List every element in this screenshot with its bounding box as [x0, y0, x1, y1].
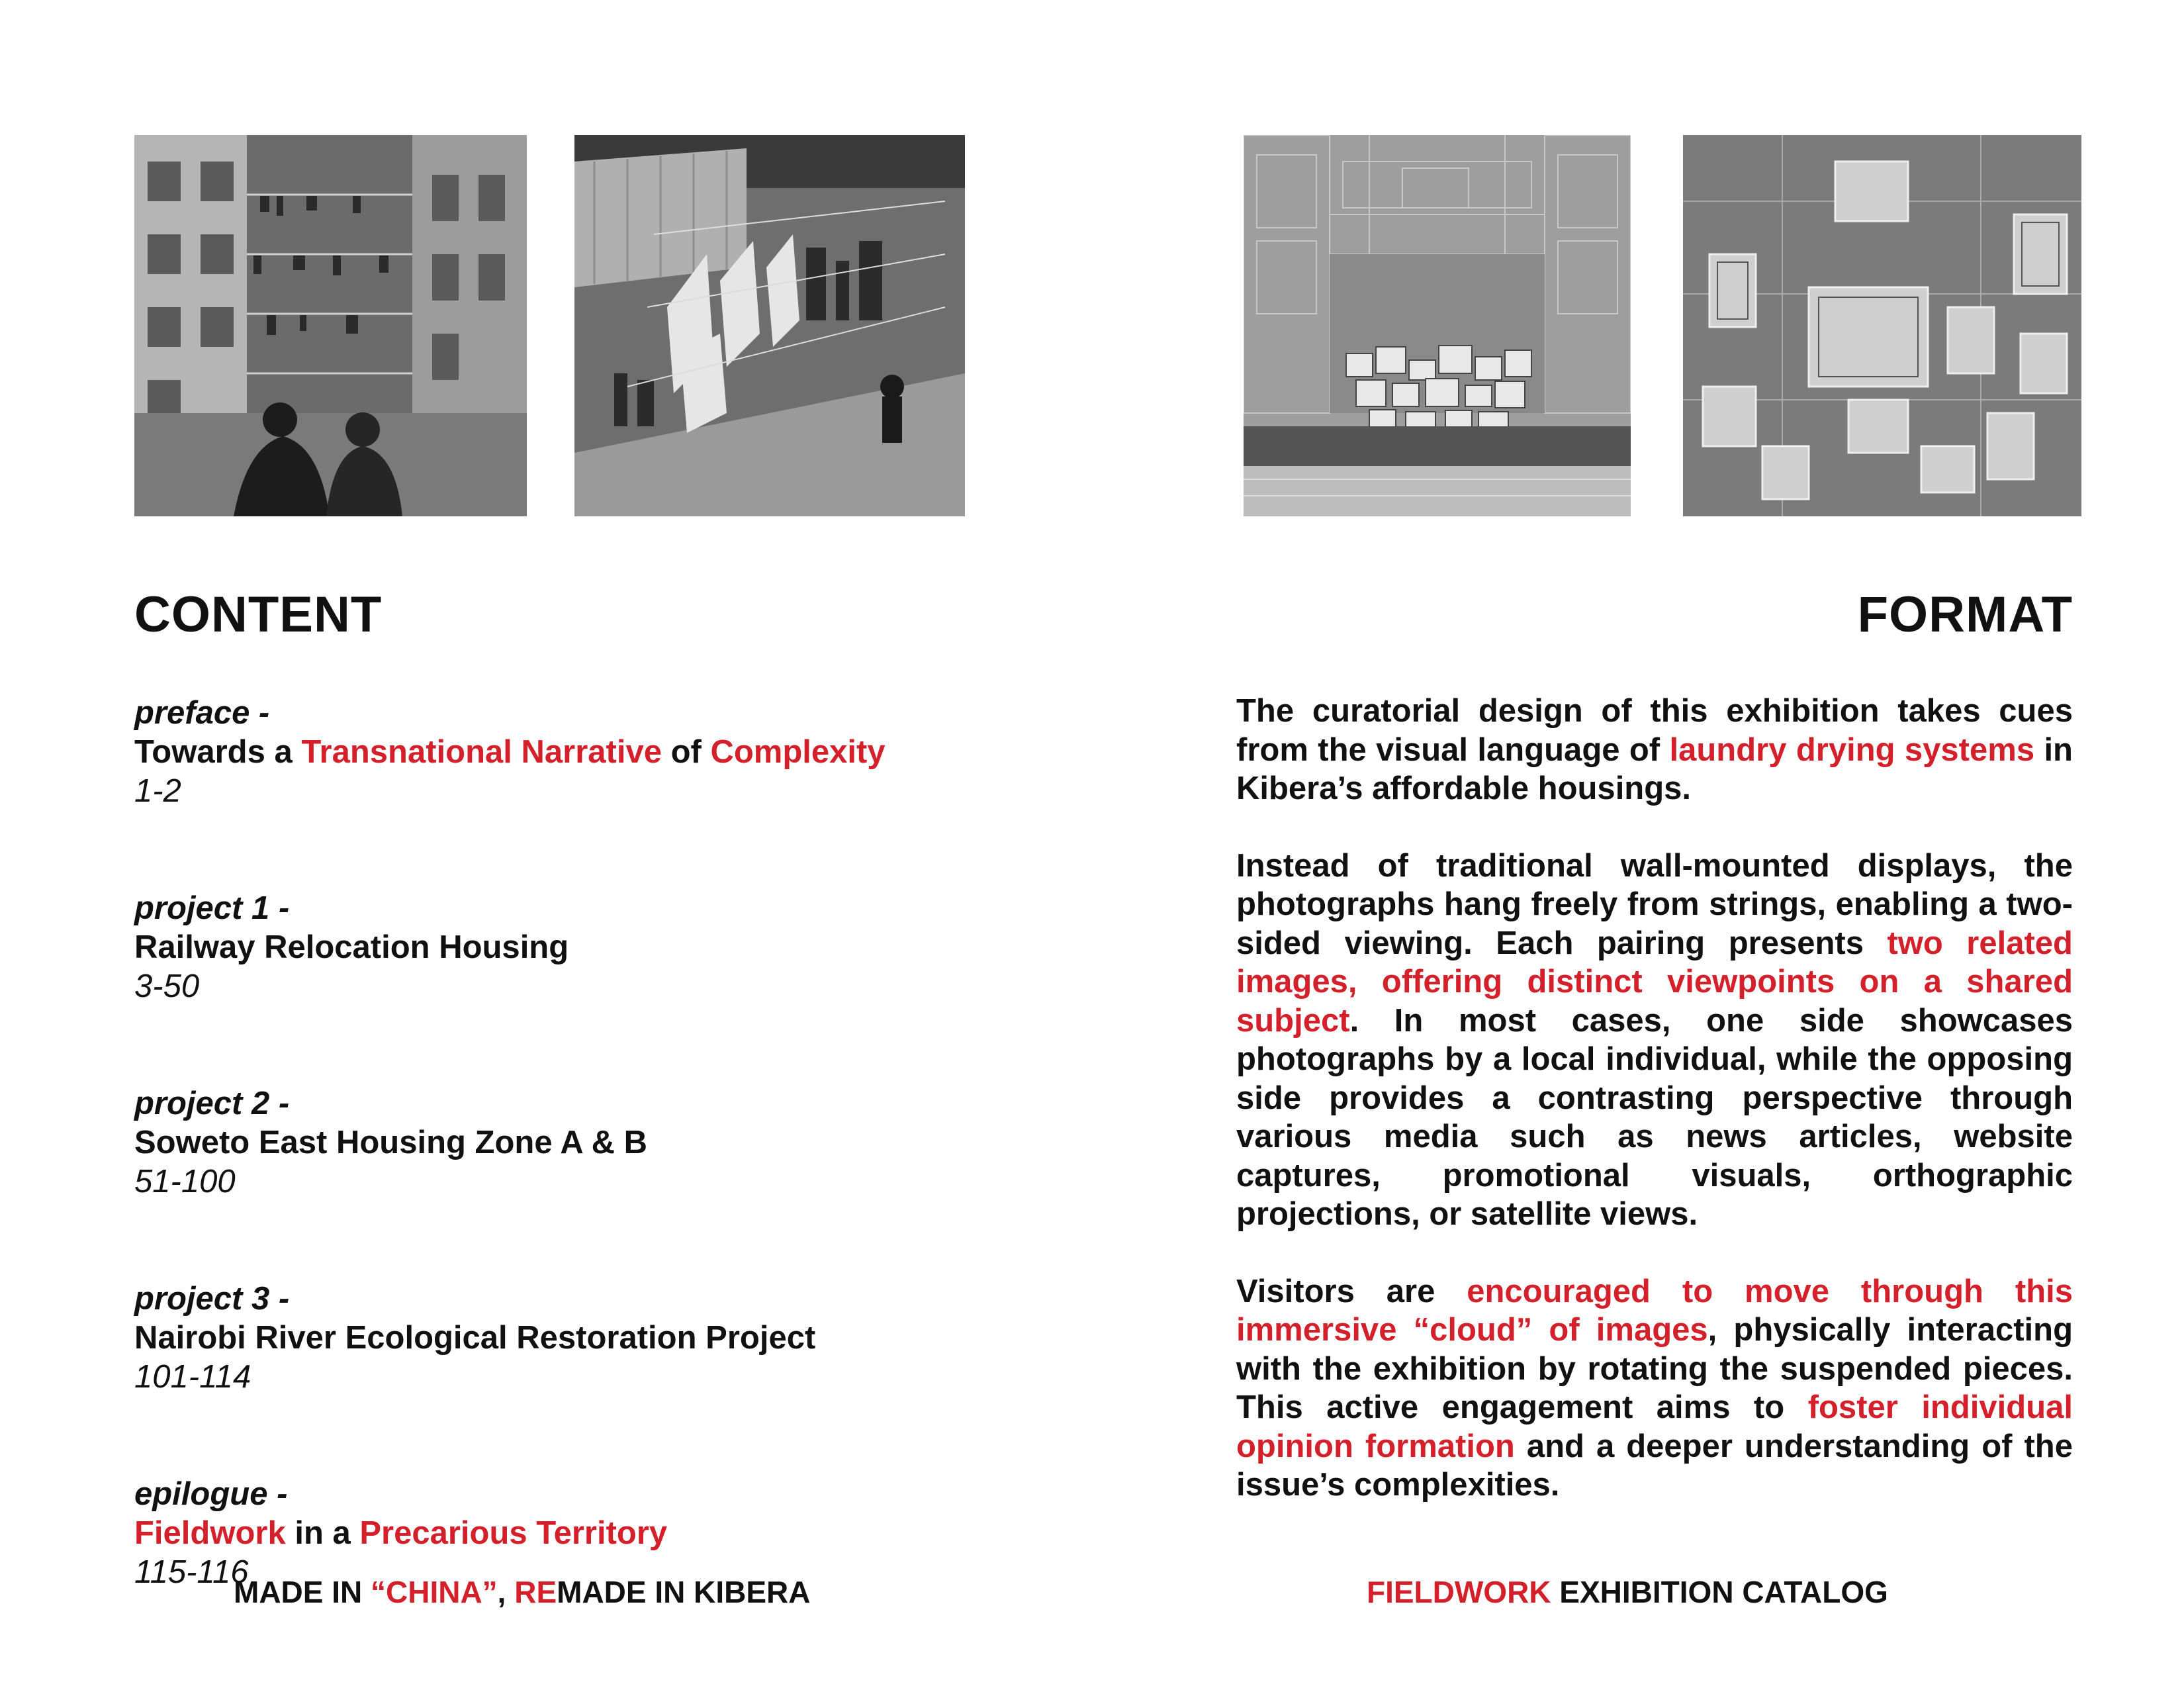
text-run: . In most cases, one side showcases photographs by a local individual, while the opposing side provides a contrasting perspective through various media such as news articles, website captures, promotional visuals, orthographic projections, or satellite views. [1236, 1002, 2073, 1232]
format-paragraph [1236, 692, 2073, 808]
toc-entry-pages: 51-100 [134, 1164, 236, 1199]
toc-entry-pages: 3-50 [134, 968, 200, 1004]
toc-entry-title [134, 1123, 995, 1162]
toc-entry-title [134, 1319, 995, 1358]
exhibition-elevation-drawing [1244, 135, 1631, 516]
highlight-text: foster individual opinion formation [1236, 1389, 2073, 1464]
highlight-text: two related images, offering distinct viewpoints on a shared subject [1236, 925, 2073, 1039]
text-run: , [497, 1575, 515, 1609]
format-heading: FORMAT [1857, 586, 2073, 643]
highlight-text: Fieldwork [134, 1515, 286, 1551]
toc-entry-kind: project 1 - [134, 890, 290, 926]
toc-entry-pages: 101-114 [134, 1359, 251, 1395]
toc-entry-title [134, 928, 995, 967]
text-run: Visitors are [1236, 1273, 1467, 1309]
toc-entry-pages: 115-116 [134, 1554, 249, 1590]
rooftop-laundry-lines-photo [574, 135, 965, 516]
toc-entry-kind: project 3 - [134, 1281, 290, 1317]
format-paragraph [1236, 1272, 2073, 1505]
text-run: , physically interacting with the exhibition by rotating the suspended pieces. This active engagement aims to [1236, 1312, 2073, 1425]
text-run: MADE IN KIBERA [557, 1575, 811, 1609]
toc-entry [134, 1280, 995, 1397]
text-run: The curatorial design of this exhibition takes cues from the visual language of [1236, 693, 2073, 768]
highlight-text: Transnational Narrative [301, 734, 662, 770]
text-run: of [661, 734, 711, 770]
toc-entry-title [134, 1514, 995, 1553]
apartment-courtyard-laundry-photo [134, 135, 527, 516]
text-run: Nairobi River Ecological Restoration Project [134, 1320, 816, 1356]
toc-entry-title [134, 733, 995, 772]
format-paragraph [1236, 847, 2073, 1234]
text-run: Instead of traditional wall-mounted displays, the photographs hang freely from strings, enabling a two-sided viewing. Each pairing presents [1236, 847, 2073, 961]
text-run: Railway Relocation Housing [134, 929, 569, 965]
content-heading: CONTENT [134, 586, 383, 643]
right-footer [1367, 1574, 1888, 1610]
text-run: in Kibera’s affordable housings. [1236, 731, 2073, 806]
toc-entry-kind: epilogue - [134, 1476, 288, 1512]
highlight-text: laundry drying systems [1669, 731, 2035, 768]
highlight-text: encouraged to move through this immersive “cloud” of images [1236, 1273, 2073, 1348]
format-description [1236, 692, 2073, 1543]
text-run: and a deeper understanding of the issue’s complexities. [1236, 1428, 2073, 1503]
highlight-text: “CHINA” [371, 1575, 498, 1609]
text-run: in a [285, 1515, 360, 1551]
left-footer [234, 1574, 810, 1610]
toc-entry [134, 889, 995, 1006]
highlight-text: RE [514, 1575, 557, 1609]
toc-entry-kind: preface - [134, 695, 270, 731]
toc-entry [134, 694, 995, 811]
toc-entry-pages: 1-2 [134, 773, 181, 809]
highlight-text: Precarious Territory [359, 1515, 668, 1551]
text-run: Towards a [134, 734, 302, 770]
text-run: EXHIBITION CATALOG [1551, 1575, 1888, 1609]
highlight-text: FIELDWORK [1367, 1575, 1551, 1609]
table-of-contents [134, 694, 995, 1670]
text-run: Soweto East Housing Zone A & B [134, 1125, 647, 1160]
floating-frames-drawing [1683, 135, 2081, 516]
toc-entry [134, 1084, 995, 1201]
toc-entry-kind: project 2 - [134, 1086, 290, 1121]
highlight-text: Complexity [710, 734, 886, 770]
text-run: MADE IN [234, 1575, 371, 1609]
